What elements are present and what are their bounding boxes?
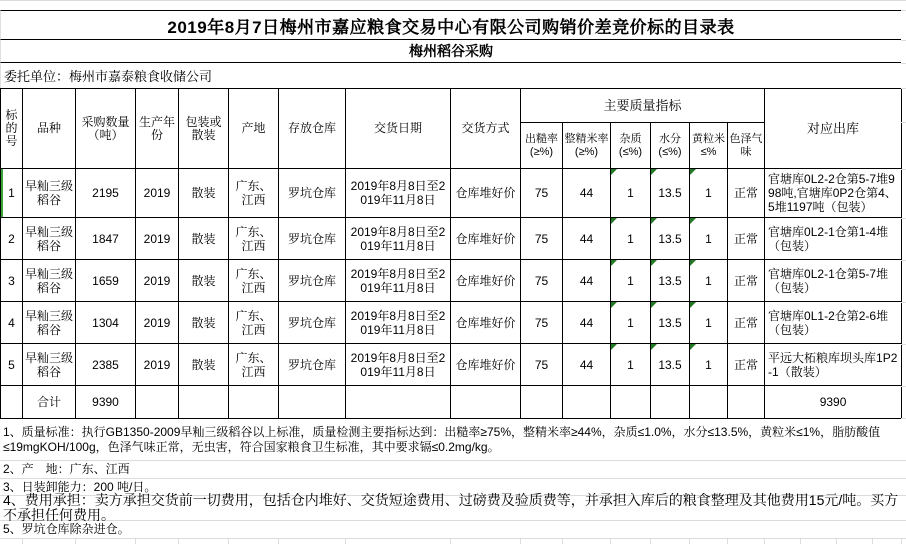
cell-q-hulling [521, 302, 563, 344]
cell-warehouse [279, 302, 346, 344]
cell-packing [179, 302, 229, 344]
cell-delivery-method [451, 302, 521, 344]
cell-blank [346, 386, 451, 419]
cell-text: 仓库堆好价 [455, 357, 516, 372]
cell-blank [521, 386, 563, 419]
cell-delivery-date [346, 260, 451, 302]
cell-text: 1 [705, 186, 712, 200]
notes-section [0, 419, 906, 544]
cell-text: 散装 [191, 357, 216, 372]
cell-text: 2019年8月8日至2019年11月8日 [350, 350, 446, 379]
cell-q-color-odor [728, 169, 765, 218]
cell-q-yellow [690, 218, 728, 260]
cell-text: 1 [705, 357, 712, 372]
cell-delivery-date [346, 302, 451, 344]
error-indicator-icon [690, 344, 696, 350]
cell-q-color-odor [728, 302, 765, 344]
header-lot-no: 标的号 [1, 89, 23, 169]
cell-variety [23, 169, 76, 218]
cell-q-hulling [521, 344, 563, 386]
cell-q-hulling [521, 169, 563, 218]
cell-text: 75 [534, 273, 549, 288]
cell-text: 罗坑仓库 [287, 231, 336, 246]
table-row [1, 169, 902, 218]
cell-text: 2195 [92, 186, 119, 200]
cell-lot-no [1, 260, 23, 302]
cell-text: 1659 [92, 273, 119, 288]
header-warehouse: 存放仓库 [279, 89, 346, 169]
consignor: 委托单位：梅州市嘉泰粮食收储公司 [0, 63, 901, 88]
cell-warehouse [279, 260, 346, 302]
note-luokeng: 5、罗坑仓库除杂进仓。 [0, 521, 906, 539]
error-indicator-icon [690, 218, 696, 224]
cell-text: 罗坑仓库 [287, 315, 336, 330]
cell-text: 2019 [143, 273, 171, 288]
cell-quantity [76, 218, 136, 260]
error-indicator-icon [611, 302, 617, 308]
cell-variety [23, 302, 76, 344]
cell-text: 散装 [191, 315, 216, 330]
cell-blank [1, 386, 23, 419]
gridline [228, 539, 229, 544]
cell-text: 2019 [143, 231, 171, 246]
cell-packing [179, 260, 229, 302]
cell-text: 75 [534, 357, 549, 372]
cell-variety [23, 344, 76, 386]
gridline [901, 88, 906, 89]
header-outbound: 对应出库 [765, 89, 902, 169]
gridline [178, 539, 179, 544]
cell-outbound [765, 260, 902, 302]
cell-text: 官塘库0L1-2仓第2-6堆（包装） [768, 308, 889, 337]
gridline [901, 539, 902, 544]
cell-text: 散装 [191, 273, 216, 288]
cell-text: 1 [627, 315, 634, 330]
cell-text: 官塘库0L2-1仓第5-7堆（包装） [768, 266, 889, 295]
gridline [764, 539, 765, 544]
gridline [520, 539, 521, 544]
cell-lot-no [1, 218, 23, 260]
cell-text: 2 [8, 231, 15, 246]
header-q-impurity: 杂质(≤%) [611, 123, 651, 169]
cell-text: 13.5 [658, 231, 682, 246]
cell-delivery-date [346, 218, 451, 260]
header-q-yellow: 黄粒米≤% [690, 123, 728, 169]
cell-q-moisture [651, 302, 690, 344]
cell-blank [690, 386, 728, 419]
cell-outbound [765, 344, 902, 386]
cell-origin [229, 169, 279, 218]
cell-outbound [765, 302, 902, 344]
cell-q-moisture [651, 344, 690, 386]
cell-text: 广东、江西 [235, 179, 272, 207]
gridline [901, 260, 906, 261]
cell-q-moisture [651, 218, 690, 260]
cell-origin [229, 260, 279, 302]
total-outbound: 9390 [765, 386, 902, 419]
cell-text: 散装 [191, 231, 216, 246]
cell-q-head-rice [563, 169, 611, 218]
cell-q-impurity [611, 344, 651, 386]
cell-text: 广东、江西 [235, 266, 272, 295]
cell-delivery-method [451, 260, 521, 302]
cell-outbound [765, 218, 902, 260]
gridline [901, 122, 906, 123]
cell-q-moisture [651, 169, 690, 218]
cell-text: 2019年8月8日至2019年11月8日 [350, 179, 446, 207]
cell-quantity [76, 302, 136, 344]
header-q-hulling: 出糙率(≥%) [521, 123, 563, 169]
cell-q-head-rice [563, 344, 611, 386]
cell-year [136, 169, 179, 218]
header-origin: 产地 [229, 89, 279, 169]
cell-blank [279, 386, 346, 419]
cell-lot-no [1, 302, 23, 344]
error-indicator-icon [651, 344, 657, 350]
total-row [1, 386, 902, 419]
cell-text: 44 [579, 315, 594, 330]
cell-text: 早籼三级稻谷 [25, 350, 74, 379]
cell-text: 4 [8, 315, 15, 330]
cell-text: 官塘库0L2-2仓第5-7堆998吨,官塘库0P2仓第4、5堆1197吨（包装） [768, 172, 897, 214]
cell-delivery-date [346, 344, 451, 386]
gridline [901, 344, 906, 345]
gridline [901, 302, 906, 303]
table-row [1, 218, 902, 260]
gridline [836, 539, 837, 544]
header-packing: 包装或散装 [179, 89, 229, 169]
page-title: 2019年8月7日梅州市嘉应粮食交易中心有限公司购销价差竞价标的目录表 [0, 10, 901, 40]
cell-q-impurity [611, 302, 651, 344]
cell-q-impurity [611, 218, 651, 260]
note-cost-bearing: 4、费用承担：卖方承担交货前一切费用，包括仓内堆好、交货短途费用、过磅费及验质费等，并承担入库后的粮食整理及其他费用15元/吨。买方不承担任何费用。 [0, 496, 906, 521]
cell-text: 仓库堆好价 [455, 273, 516, 288]
cell-q-head-rice [563, 302, 611, 344]
cell-text: 罗坑仓库 [287, 186, 336, 200]
cell-q-impurity [611, 260, 651, 302]
cell-text: 2019 [143, 315, 171, 330]
cell-blank [563, 386, 611, 419]
cell-text: 2019 [143, 186, 171, 200]
gridline [901, 40, 906, 41]
cell-q-yellow [690, 344, 728, 386]
cell-text: 正常 [734, 186, 759, 200]
header-delivery-date: 交货日期 [346, 89, 451, 169]
cell-delivery-date [346, 169, 451, 218]
cell-text: 1 [705, 315, 712, 330]
cell-text: 75 [534, 231, 549, 246]
cell-quantity [76, 260, 136, 302]
cell-variety [23, 218, 76, 260]
cell-text: 平远大柘粮库坝头库1P2-1（散装） [768, 350, 898, 379]
gridline [727, 539, 728, 544]
table-row [1, 302, 902, 344]
cell-text: 1 [627, 357, 634, 372]
cell-year [136, 218, 179, 260]
error-indicator-icon [651, 169, 657, 175]
cell-q-yellow [690, 302, 728, 344]
cell-text: 1 [705, 231, 712, 246]
header-quantity: 采购数量（吨） [76, 89, 136, 169]
cell-text: 2385 [92, 357, 119, 372]
cell-origin [229, 218, 279, 260]
cell-warehouse [279, 218, 346, 260]
cell-q-color-odor [728, 260, 765, 302]
cell-q-hulling [521, 218, 563, 260]
excel-grid-strip [0, 539, 906, 544]
cell-text: 13.5 [658, 357, 682, 372]
cell-text: 1 [627, 231, 634, 246]
cell-text: 2019年8月8日至2019年11月8日 [350, 266, 446, 295]
cell-text: 罗坑仓库 [287, 273, 336, 288]
cell-text: 44 [579, 357, 594, 372]
header-delivery-method: 交货方式 [451, 89, 521, 169]
cell-text: 正常 [734, 315, 759, 330]
table-row [1, 260, 902, 302]
cell-year [136, 302, 179, 344]
cell-text: 广东、江西 [235, 308, 272, 337]
gridline [610, 539, 611, 544]
cell-text: 早籼三级稻谷 [25, 179, 74, 207]
cell-q-hulling [521, 260, 563, 302]
cell-blank [136, 386, 179, 419]
cell-text: 1 [705, 273, 712, 288]
gridline [562, 539, 563, 544]
cell-text: 散装 [191, 186, 216, 200]
cell-text: 2019年8月8日至2019年11月8日 [350, 308, 446, 337]
green-edge-indicator [1, 169, 3, 217]
note-quality-standard: 1、质量标准：执行GB1350-2009早籼三级稻谷以上标准，质量检测主要指标达到：出糙率≥75%，整精米率≥44%，杂质≤1.0%，水分≤13.5%，黄粒米≤1%，脂肪酸值≤19mgKOH/100g，色泽气味正常，无虫害，符合国家粮食卫生标准，其中要求镉≤0.2mg/kg。 [0, 419, 906, 461]
cell-text: 3 [8, 273, 15, 288]
header-q-head-rice: 整精米率(≥%) [563, 123, 611, 169]
gridline [22, 539, 23, 544]
bid-catalog-table [0, 88, 902, 419]
gridline [75, 539, 76, 544]
cell-text: 广东、江西 [235, 224, 272, 253]
excel-grid-strip [0, 0, 906, 10]
cell-text: 早籼三级稻谷 [25, 308, 74, 337]
total-label: 合计 [23, 386, 76, 419]
error-indicator-icon [611, 344, 617, 350]
cell-text: 75 [534, 315, 549, 330]
header-quality-group: 主要质量指标 [521, 89, 765, 123]
cell-delivery-method [451, 169, 521, 218]
cell-packing [179, 169, 229, 218]
cell-text: 5 [8, 357, 15, 372]
gridline [278, 539, 279, 544]
cell-q-color-odor [728, 344, 765, 386]
error-indicator-icon [651, 302, 657, 308]
cell-blank [451, 386, 521, 419]
note-loading-capacity: 3、日装卸能力：200 吨/日。 [0, 479, 906, 496]
cell-outbound [765, 169, 902, 218]
gridline [901, 218, 906, 219]
cell-text: 早籼三级稻谷 [25, 224, 74, 253]
cell-text: 1847 [92, 231, 119, 246]
cell-text: 44 [579, 273, 594, 288]
cell-text: 1 [627, 273, 634, 288]
cell-blank [611, 386, 651, 419]
cell-text: 13.5 [658, 186, 682, 200]
error-indicator-icon [690, 260, 696, 266]
gridline [901, 10, 906, 11]
cell-text: 仓库堆好价 [455, 186, 516, 200]
cell-q-moisture [651, 260, 690, 302]
gridline [901, 418, 906, 419]
cell-blank [651, 386, 690, 419]
cell-origin [229, 344, 279, 386]
header-q-color-odor: 色泽气味 [728, 123, 765, 169]
error-indicator-icon [690, 302, 696, 308]
cell-packing [179, 218, 229, 260]
cell-lot-no [1, 344, 23, 386]
cell-text: 仓库堆好价 [455, 315, 516, 330]
cell-warehouse [279, 344, 346, 386]
cell-text: 1304 [92, 315, 119, 330]
cell-q-impurity [611, 169, 651, 218]
error-indicator-icon [611, 260, 617, 266]
header-year: 生产年份 [136, 89, 179, 169]
cell-packing [179, 344, 229, 386]
gridline [901, 386, 906, 387]
gridline [450, 539, 451, 544]
cell-year [136, 344, 179, 386]
cell-delivery-method [451, 344, 521, 386]
gridline [872, 539, 873, 544]
cell-q-head-rice [563, 260, 611, 302]
cell-text: 正常 [734, 357, 759, 372]
cell-text: 仓库堆好价 [455, 231, 516, 246]
cell-q-yellow [690, 169, 728, 218]
cell-quantity [76, 169, 136, 218]
cell-text: 44 [579, 231, 594, 246]
cell-origin [229, 302, 279, 344]
cell-text: 75 [534, 186, 549, 200]
gridline [901, 169, 906, 170]
cell-q-color-odor [728, 218, 765, 260]
header-q-moisture: 水分(≤%) [651, 123, 690, 169]
cell-text: 广东、江西 [235, 350, 272, 379]
gridline [901, 63, 906, 64]
cell-text: 罗坑仓库 [287, 357, 336, 372]
cell-warehouse [279, 169, 346, 218]
cell-text: 早籼三级稻谷 [25, 266, 74, 295]
cell-variety [23, 260, 76, 302]
note-origin: 2、产 地：广东、江西 [0, 461, 906, 479]
table-row [1, 344, 902, 386]
cell-delivery-method [451, 218, 521, 260]
error-indicator-icon [611, 218, 617, 224]
cell-quantity [76, 344, 136, 386]
error-indicator-icon [651, 218, 657, 224]
cell-text: 1 [627, 186, 634, 200]
page-subtitle: 梅州稻谷采购 [0, 40, 901, 63]
cell-blank [229, 386, 279, 419]
total-quantity: 9390 [76, 386, 136, 419]
error-indicator-icon [690, 169, 696, 175]
error-indicator-icon [611, 169, 617, 175]
cell-text: 2019年8月8日至2019年11月8日 [350, 224, 446, 253]
cell-text: 2019 [143, 357, 171, 372]
error-indicator-icon [651, 260, 657, 266]
cell-text: 13.5 [658, 273, 682, 288]
cell-lot-no [1, 169, 23, 218]
cell-text: 官塘库0L2-1仓第1-4堆（包装） [768, 224, 889, 253]
cell-blank [728, 386, 765, 419]
cell-text: 13.5 [658, 315, 682, 330]
cell-text: 1 [8, 186, 15, 200]
cell-q-head-rice [563, 218, 611, 260]
cell-text: 44 [579, 186, 594, 200]
header-variety: 品种 [23, 89, 76, 169]
gridline [135, 539, 136, 544]
cell-text: 正常 [734, 231, 759, 246]
gridline [345, 539, 346, 544]
gridline [800, 539, 801, 544]
gridline [689, 539, 690, 544]
gridline [650, 539, 651, 544]
cell-year [136, 260, 179, 302]
cell-blank [179, 386, 229, 419]
cell-q-yellow [690, 260, 728, 302]
cell-text: 正常 [734, 273, 759, 288]
